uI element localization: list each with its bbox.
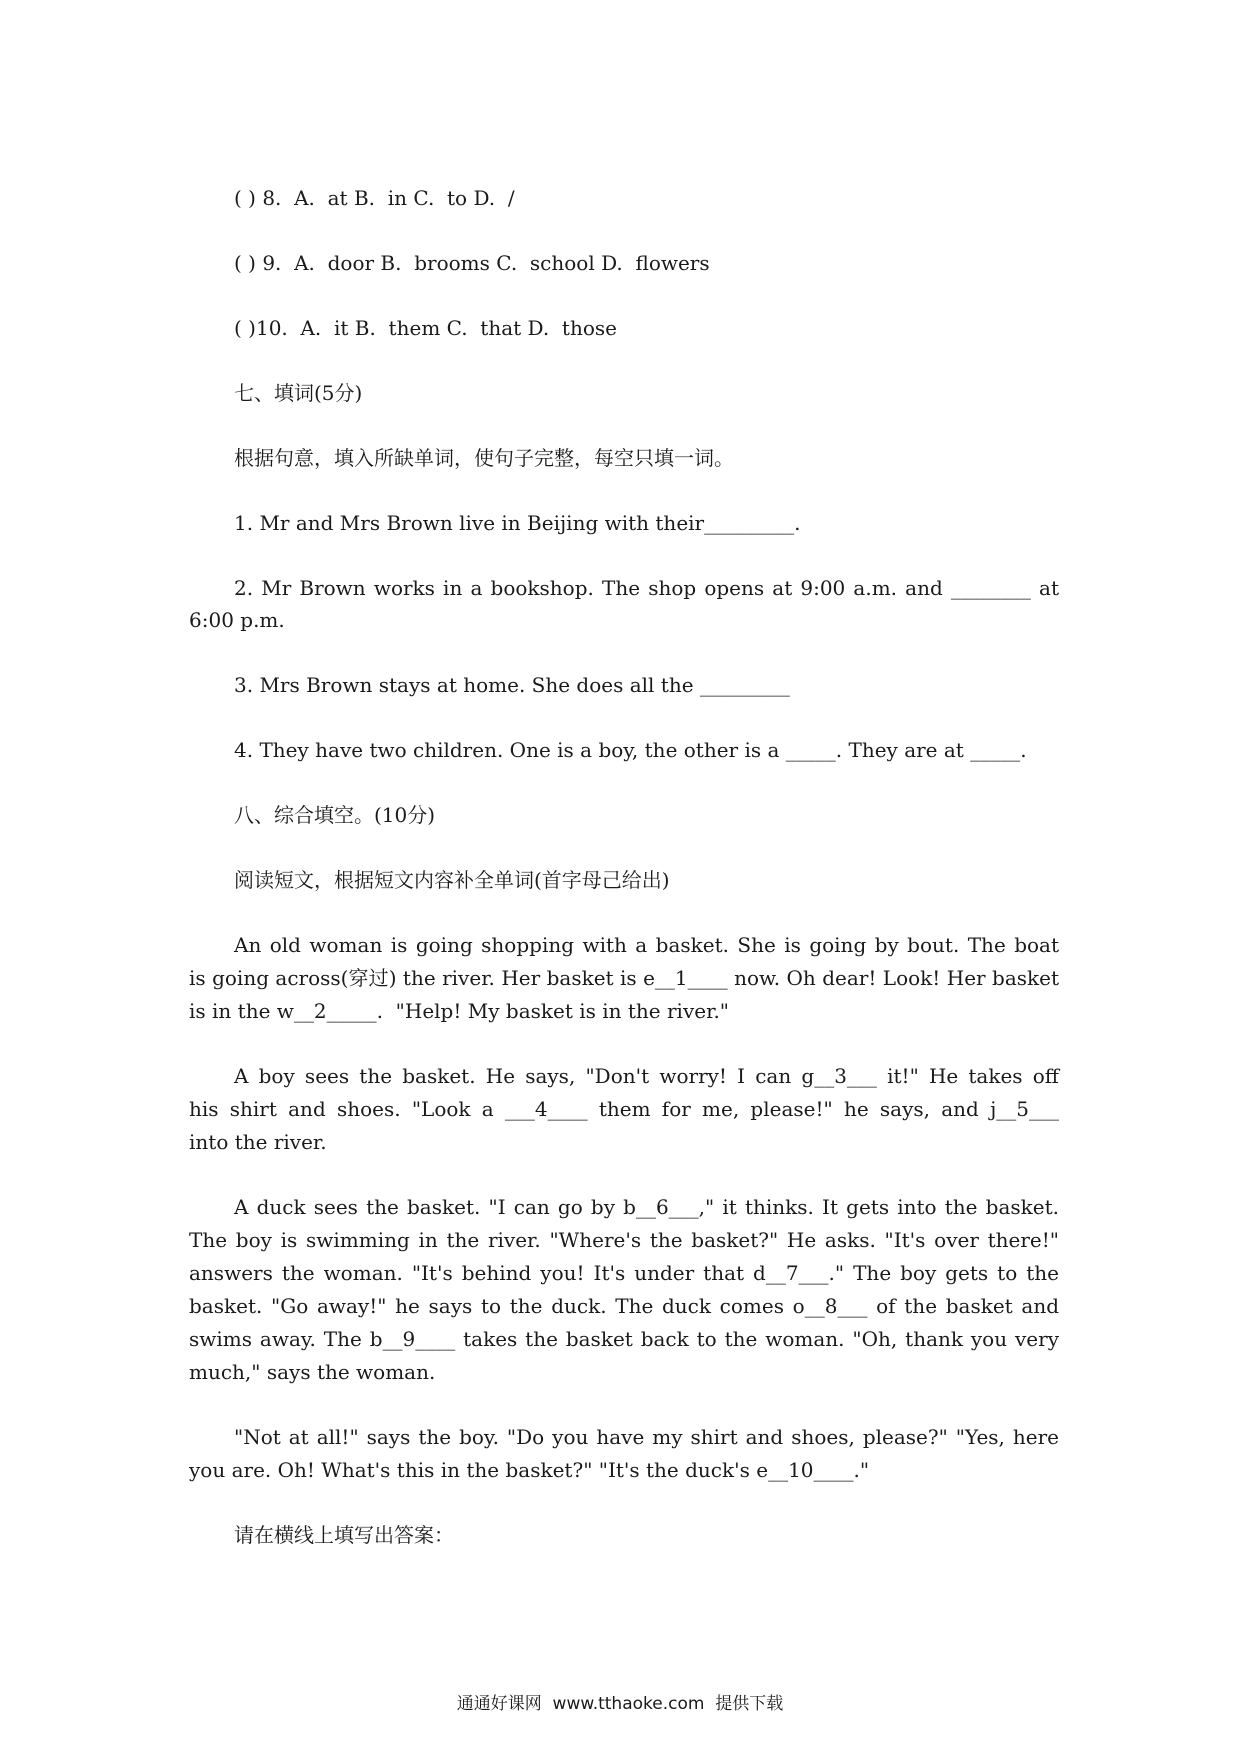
fill-question-4: 4. They have two children. One is a boy, the other is a _____. They are at _____.	[234, 738, 1027, 762]
passage-para-3-line-6: much," says the woman.	[189, 1360, 436, 1384]
section-7-instruction: 根据句意，填入所缺单词，使句子完整，每空只填一词。	[234, 446, 734, 470]
passage-para-3-line-1: A duck sees the basket. "I can go by b__6___," it thinks. It gets into the basket.	[234, 1195, 1059, 1219]
passage-para-3-line-2: The boy is swimming in the river. "Where's the basket?" He asks. "It's over there!"	[189, 1228, 1059, 1252]
section-8-instruction: 阅读短文，根据短文内容补全单词(首字母己给出)	[234, 868, 670, 892]
fill-question-2-line-2: 6:00 p.m.	[189, 608, 285, 632]
fill-question-1: 1. Mr and Mrs Brown live in Beijing with their_________.	[234, 511, 801, 535]
passage-para-1-line-2: is going across(穿过) the river. Her basket is e__1____ now. Oh dear! Look! Her basket	[189, 966, 1059, 990]
section-7-heading: 七、填词(5分)	[234, 381, 363, 405]
choice-question-8: ( ) 8. A. at B. in C. to D. /	[234, 186, 515, 210]
choice-question-10: ( )10. A. it B. them C. that D. those	[234, 316, 617, 340]
passage-para-1-line-3: is in the w__2_____. "Help! My basket is in the river."	[189, 999, 729, 1023]
passage-para-2-line-3: into the river.	[189, 1130, 327, 1154]
page-footer: 通通好课网 www.tthaoke.com 提供下载	[456, 1694, 784, 1714]
choice-question-9: ( ) 9. A. door B. brooms C. school D. flowers	[234, 251, 710, 275]
passage-para-3-line-5: swims away. The b__9____ takes the basket back to the woman. "Oh, thank you very	[189, 1327, 1059, 1351]
section-8-heading: 八、综合填空。(10分)	[234, 803, 436, 827]
passage-para-3-line-3: answers the woman. "It's behind you! It's under that d__7___." The boy gets to the	[189, 1261, 1059, 1285]
fill-question-3: 3. Mrs Brown stays at home. She does all the _________	[234, 673, 790, 697]
passage-para-3-line-4: basket. "Go away!" he says to the duck. The duck comes o__8___ of the basket and	[189, 1294, 1059, 1318]
fill-question-2-line-1: 2. Mr Brown works in a bookshop. The shop opens at 9:00 a.m. and ________ at	[234, 576, 1059, 600]
answer-prompt: 请在横线上填写出答案：	[234, 1523, 454, 1547]
passage-para-2-line-2: his shirt and shoes. "Look a ___4____ them for me, please!" he says, and j__5___	[189, 1097, 1059, 1121]
passage-para-1-line-1: An old woman is going shopping with a basket. She is going by bout. The boat	[234, 933, 1059, 957]
passage-para-4-line-1: "Not at all!" says the boy. "Do you have my shirt and shoes, please?" "Yes, here	[234, 1425, 1059, 1449]
passage-para-2-line-1: A boy sees the basket. He says, "Don't worry! I can g__3___ it!" He takes off	[234, 1064, 1059, 1088]
passage-para-4-line-2: you are. Oh! What's this in the basket?" "It's the duck's e__10____."	[189, 1458, 870, 1482]
